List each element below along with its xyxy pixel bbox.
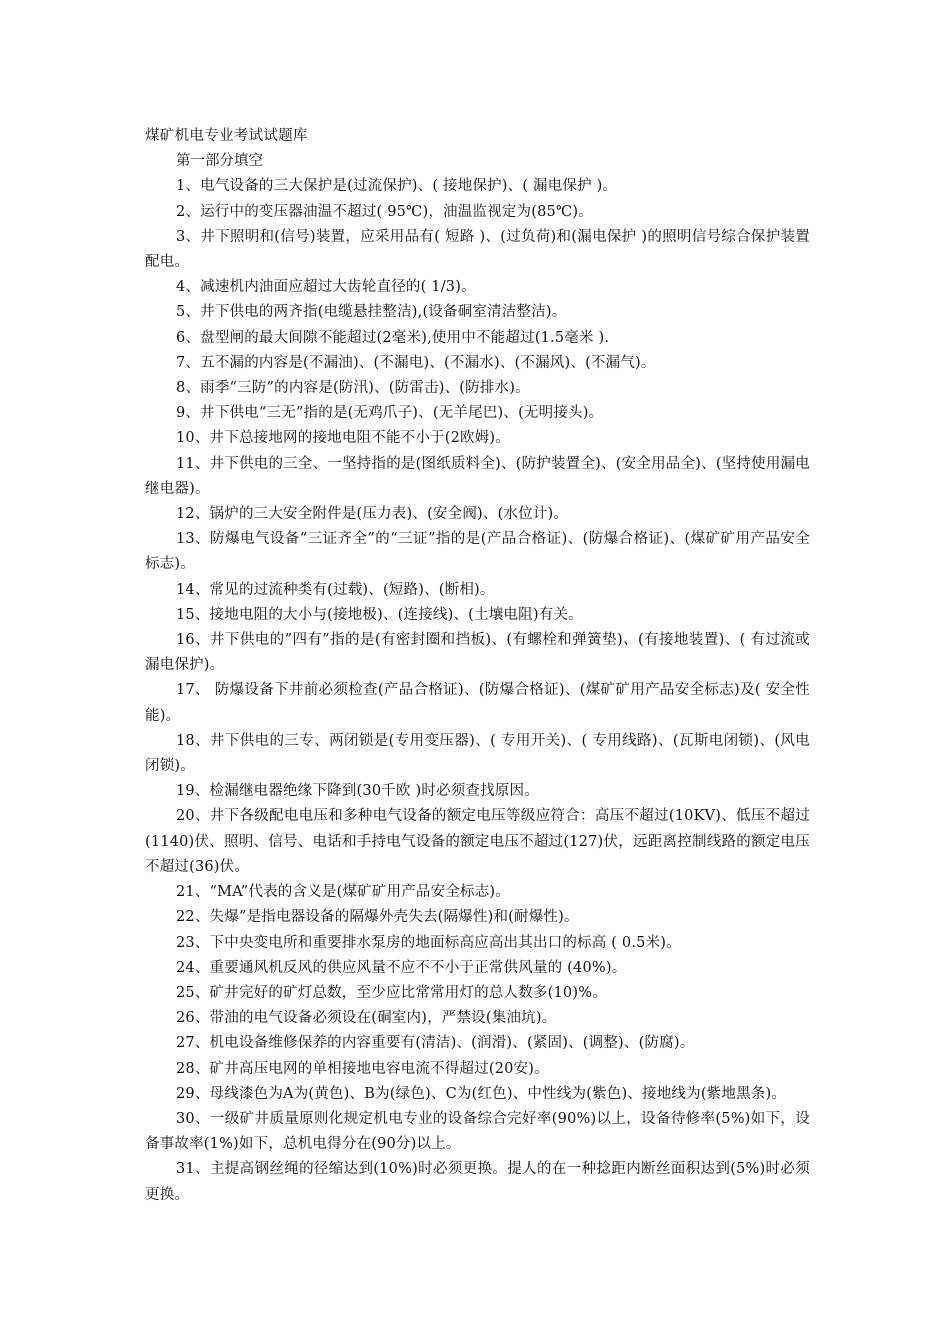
question-list — [145, 174, 810, 1207]
question-item: 28、矿井高压电网的单相接地电容电流不得超过(20安)。 — [176, 1060, 549, 1077]
question-item: 31、主提高钢丝绳的径缩达到(10%)时必须更换。提人的在一种捻距内断丝面积达到(5%)时必须更换。 — [145, 1161, 810, 1203]
question-item: 30、一级矿井质量原则化规定机电专业的设备综合完好率(90%)以上，设备待修率(5%)如下，设备事故率(1%)如下，总机电得分在(90分)以上。 — [145, 1110, 810, 1153]
question-item: 4、减速机内油面应超过大齿轮直径的( 1/3)。 — [176, 279, 476, 296]
question-item: 13、防爆电气设备“三证齐全”的“三证”指的是(产品合格证)、(防爆合格证)、(煤矿矿用产品安全标志)。 — [145, 531, 810, 573]
question-item: 25、矿井完好的矿灯总数，至少应比常常用灯的总人数多(10)%。 — [176, 984, 607, 1001]
question-item: 12、锅炉的三大安全附件是(压力表)、(安全阀)、(水位计)。 — [176, 506, 569, 523]
question-item: 6、盘型闸的最大间隙不能超过(2毫米),使用中不能超过(1.5毫米 ). — [176, 329, 610, 346]
question-item: 29、母线漆色为A为(黄色)、B为(绿色)、C为(红色)、中性线为(紫色)、接地线为(紫地黑条)。 — [176, 1085, 787, 1102]
question-item: 10、井下总接地网的接地电阻不能不小于(2欧姆)。 — [176, 430, 510, 447]
question-item: 14、常见的过流种类有(过载)、(短路)、(断相)。 — [176, 581, 495, 598]
question-item: 21、“MA”代表的含义是(煤矿矿用产品安全标志)。 — [176, 884, 510, 901]
question-item: 7、五不漏的内容是(不漏油)、(不漏电)、(不漏水)、(不漏风)、(不漏气)。 — [176, 354, 656, 371]
document-title: 煤矿机电专业考试试题库 — [145, 128, 308, 144]
question-item: 23、下中央变电所和重要排水泵房的地面标高应高出其出口的标高 ( 0.5米)。 — [176, 934, 681, 951]
question-item: 24、重要通风机反风的供应风量不应不不小于正常供风量的 (40%)。 — [176, 959, 627, 976]
question-item: 18、井下供电的三专、两闭锁是(专用变压器)、( 专用开关)、( 专用线路)、(瓦斯电闭锁)、(风电闭锁)。 — [145, 732, 810, 775]
question-item: 3、井下照明和(信号)装置，应采用品有( 短路 )、(过负荷)和(漏电保护 )的照明信号综合保护装置配电。 — [145, 228, 810, 271]
question-item: 22、失爆”是指电器设备的隔爆外壳失去(隔爆性)和(耐爆性)。 — [176, 909, 579, 926]
section-heading: 第一部分填空 — [176, 153, 263, 170]
question-item: 11、井下供电的三全、一坚持指的是(图纸质料全)、(防护装置全)、(安全用品全)、(坚持使用漏电继电器)。 — [145, 455, 810, 497]
question-item: 26、带油的电气设备必须设在(硐室内)，严禁设(集油坑)。 — [176, 1010, 557, 1027]
question-item: 19、检漏继电器绝缘下降到(30千欧 )时必须查找原因。 — [176, 783, 539, 800]
question-item: 1、电气设备的三大保护是(过流保护)、( 接地保护)、( 漏电保护 )。 — [176, 178, 618, 195]
question-item: 9、井下供电“三无”指的是(无鸡爪子)、(无羊尾巴)、(无明接头)。 — [176, 405, 604, 422]
question-item: 2、运行中的变压器油温不超过( 95℃)，油温监视定为(85℃)。 — [176, 203, 593, 220]
document-page — [145, 124, 810, 1208]
question-item: 20、井下各级配电电压和多种电气设备的额定电压等级应符合：高压不超过(10KV)、低压不超过(1140)伏、照明、信号、电话和手持电气设备的额定电压不超过(127)伏，远距离控制线路的额定电压不超过(36)伏。 — [145, 808, 810, 875]
question-item: 5、井下供电的两齐指(电缆悬挂整洁),(设备硐室清洁整洁)。 — [176, 304, 567, 321]
question-item: 16、井下供电的”四有”指的是(有密封圈和挡板)、(有螺栓和弹簧垫)、(有接地装置)、( 有过流或漏电保护)。 — [145, 632, 810, 674]
question-item: 17、 防爆设备下井前必须检查(产品合格证)、(防爆合格证)、(煤矿矿用产品安全标志)及( 安全性能)。 — [145, 682, 810, 724]
question-item: 27、机电设备维修保养的内容重要有(清洁)、(润滑)、(紧固)、(调整)、(防腐)。 — [176, 1035, 695, 1052]
question-item: 15、接地电阻的大小与(接地极)、(连接线)、(土壤电阻)有关。 — [176, 606, 583, 623]
question-item: 8、雨季“三防”的内容是(防汛)、(防雷击)、(防排水)。 — [176, 380, 530, 397]
